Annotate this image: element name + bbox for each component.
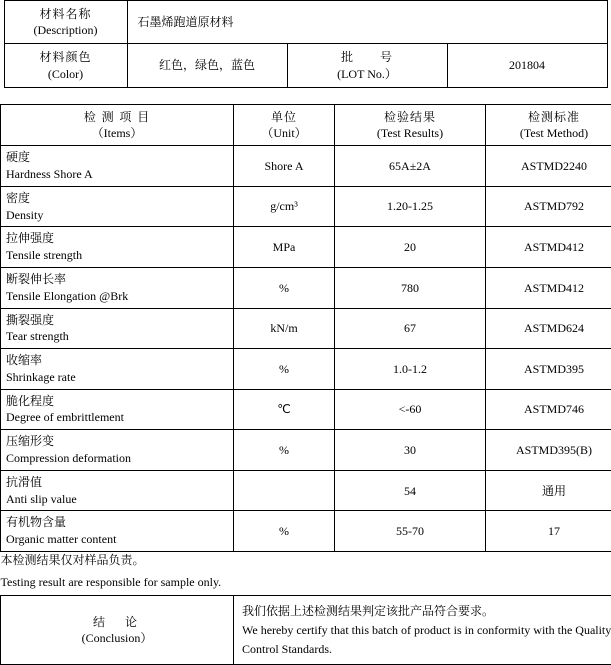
- section-spacer: [0, 88, 611, 104]
- row-item-en: Density: [6, 207, 229, 224]
- column-header-result-cn: 检验结果: [337, 109, 483, 125]
- row-method: ASTMD2240: [486, 146, 611, 187]
- row-result: 780: [335, 267, 486, 308]
- row-item-en: Hardness Shore A: [6, 166, 229, 183]
- label-description: [4, 1, 127, 44]
- row-item-en: Organic matter content: [6, 531, 229, 548]
- table-row: [1, 430, 611, 471]
- row-method: ASTMD412: [486, 267, 611, 308]
- row-item: [1, 389, 234, 430]
- column-header-items-en: （Items）: [3, 125, 231, 141]
- header-row-color: [4, 44, 607, 87]
- row-method: ASTMD624: [486, 308, 611, 349]
- table-row: [1, 186, 611, 227]
- row-item: [1, 227, 234, 268]
- results-table: [0, 104, 611, 665]
- row-result: 20: [335, 227, 486, 268]
- column-header-result-en: (Test Results): [337, 125, 483, 141]
- row-item: [1, 511, 234, 552]
- conclusion-text-cn: 我们依据上述检测结果判定该批产品符合要求。: [242, 602, 611, 621]
- row-item: [1, 430, 234, 471]
- row-unit: [234, 470, 335, 511]
- row-item-en: Anti slip value: [6, 491, 229, 508]
- row-result: 1.0-1.2: [335, 349, 486, 390]
- column-header-items-cn: 检 测 项 目: [3, 109, 231, 125]
- label-lot: [287, 44, 447, 87]
- column-header-method-cn: 检测标准: [488, 109, 611, 125]
- conclusion-label-en: (Conclusion）: [3, 630, 231, 646]
- column-header-method: [486, 104, 611, 145]
- label-description-cn: 材料名称: [7, 6, 125, 22]
- conclusion-label: [1, 596, 234, 665]
- label-description-en: (Description): [7, 22, 125, 38]
- table-row: [1, 389, 611, 430]
- row-method: 17: [486, 511, 611, 552]
- column-header-unit: [234, 104, 335, 145]
- row-item: [1, 267, 234, 308]
- label-color: [4, 44, 127, 87]
- column-header-result: [335, 104, 486, 145]
- table-row: [1, 267, 611, 308]
- row-item: [1, 146, 234, 187]
- row-method: ASTMD792: [486, 186, 611, 227]
- row-item-cn: 压缩形变: [6, 433, 229, 450]
- row-unit: MPa: [234, 227, 335, 268]
- row-item-cn: 硬度: [6, 149, 229, 166]
- label-color-en: (Color): [7, 66, 125, 82]
- row-item-cn: 收缩率: [6, 352, 229, 369]
- row-unit: g/cm³: [234, 186, 335, 227]
- row-item: [1, 470, 234, 511]
- conclusion-text-en-line1: We hereby certify that this batch of product is in conformity with the Quality: [242, 621, 611, 640]
- row-result: 67: [335, 308, 486, 349]
- row-result: 55-70: [335, 511, 486, 552]
- column-header-unit-en: （Unit）: [236, 125, 332, 141]
- row-item: [1, 349, 234, 390]
- note-cn: 本检测结果仅对样品负责。: [1, 552, 611, 574]
- row-item-cn: 撕裂强度: [6, 312, 229, 329]
- conclusion-row: [1, 596, 611, 665]
- row-item-en: Tensile strength: [6, 247, 229, 264]
- column-header-items: [1, 104, 234, 145]
- table-row: [1, 146, 611, 187]
- notes-row: [1, 552, 611, 596]
- table-row: [1, 470, 611, 511]
- row-item-en: Tensile Elongation @Brk: [6, 288, 229, 305]
- row-item-cn: 抗滑值: [6, 474, 229, 491]
- row-result: <-60: [335, 389, 486, 430]
- table-row: [1, 349, 611, 390]
- column-header-unit-cn: 单位: [236, 109, 332, 125]
- label-lot-cn: 批 号: [290, 49, 445, 65]
- row-method: ASTMD395: [486, 349, 611, 390]
- row-unit: Shore A: [234, 146, 335, 187]
- row-item-en: Shrinkage rate: [6, 369, 229, 386]
- row-item-en: Compression deformation: [6, 450, 229, 467]
- row-item-cn: 脆化程度: [6, 393, 229, 410]
- value-description: 石墨烯跑道原材料: [127, 1, 607, 44]
- row-unit: %: [234, 349, 335, 390]
- row-result: 54: [335, 470, 486, 511]
- notes-block: [1, 552, 611, 596]
- table-row: [1, 511, 611, 552]
- value-color: 红色，绿色，蓝色: [127, 44, 287, 87]
- header-table: [4, 0, 608, 88]
- row-unit: kN/m: [234, 308, 335, 349]
- row-unit: %: [234, 511, 335, 552]
- row-result: 65A±2A: [335, 146, 486, 187]
- conclusion-label-cn: 结 论: [3, 614, 231, 630]
- row-item-cn: 拉伸强度: [6, 230, 229, 247]
- results-header-row: [1, 104, 611, 145]
- row-item-cn: 有机物含量: [6, 514, 229, 531]
- value-lot: 201804: [447, 44, 607, 87]
- row-method: 通用: [486, 470, 611, 511]
- header-row-description: [4, 1, 607, 44]
- row-result: 1.20-1.25: [335, 186, 486, 227]
- row-unit: ℃: [234, 389, 335, 430]
- row-item-cn: 断裂伸长率: [6, 271, 229, 288]
- table-row: [1, 227, 611, 268]
- row-item: [1, 308, 234, 349]
- column-header-method-en: (Test Method): [488, 125, 611, 141]
- conclusion-body: [234, 596, 611, 665]
- row-item: [1, 186, 234, 227]
- conclusion-text-en-line2: Control Standards.: [242, 640, 611, 659]
- row-unit: %: [234, 267, 335, 308]
- row-method: ASTMD746: [486, 389, 611, 430]
- row-result: 30: [335, 430, 486, 471]
- row-method: ASTMD412: [486, 227, 611, 268]
- row-item-en: Degree of embrittlement: [6, 409, 229, 426]
- note-en: Testing result are responsible for sample only.: [1, 574, 611, 595]
- row-unit: %: [234, 430, 335, 471]
- table-row: [1, 308, 611, 349]
- label-color-cn: 材料颜色: [7, 49, 125, 65]
- label-lot-en: (LOT No.）: [290, 66, 445, 82]
- row-item-en: Tear strength: [6, 328, 229, 345]
- row-item-cn: 密度: [6, 190, 229, 207]
- row-method: ASTMD395(B): [486, 430, 611, 471]
